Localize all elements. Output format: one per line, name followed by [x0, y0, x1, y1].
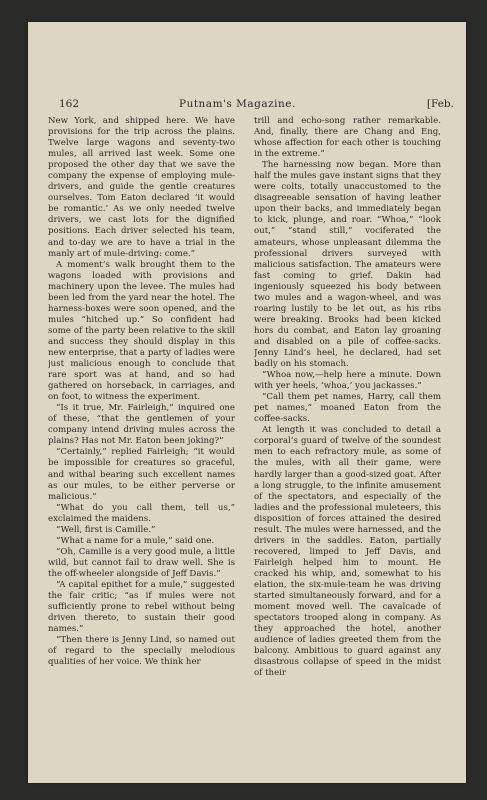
- paragraph: “Whoa now,—help here a minute. Down with yer heels, ‘whoa,’ you jackasses.”: [254, 370, 441, 392]
- paragraph: “Certainly,” replied Fairleigh; “it would be impossible for creatures so graceful, and withal bearing such excellent names as our mules, to be either perverse or malicious.”: [48, 447, 235, 502]
- paragraph: “Is it true, Mr. Fairleigh,” inquired one of these, “that the gentlemen of your company intend driving mules across the plains? Has not Mr. Eaton been joking?”: [48, 403, 235, 447]
- issue-month: [Feb.: [426, 98, 454, 110]
- right-column: [254, 116, 441, 776]
- paragraph: “What a name for a mule,” said one.: [56, 535, 215, 546]
- paragraph: “Then there is Jenny Lind, so named out of regard to the specially melodious qualities of her voice. We think her: [48, 635, 235, 668]
- paragraph: “Well, first is Camille.”: [56, 524, 156, 535]
- page-header: [59, 98, 454, 112]
- magazine-title: Putnam's Magazine.: [179, 98, 296, 110]
- page-number: 162: [59, 98, 80, 110]
- paragraph: “Oh, Camille is a very good mule, a little wild, but cannot fail to draw well. She is the off-wheeler alongside of Jeff Davis.”: [48, 546, 235, 579]
- paragraph: At length it was concluded to detail a corporal’s guard of twelve of the soundest men to each refractory mule, as some of the mules, with all their game, were hardly larger than a good-sized goat. After a long struggle, to the infinite amusement of the spectators, and especially of the ladies and the professional muleteers, this disposition of forces attained the desired result. The mules were harnessed, and the drivers in the saddles. Eaton, partially recovered, limped to Jeff Davis, and Fairleigh helped him to mount. He cracked his whip, and, somewhat to his elation, the six-mule-team he was driving started simultaneously forward, and for a moment moved well. The cavalcade of spectators trooped along in company. As they approached the hotel, another audience of ladies greeted them from the balcony. Ambitious to guard against any disastrous collapse of speed in the midst of their: [254, 425, 441, 679]
- paragraph: trill and echo-song rather remarkable. And, finally, there are Chang and Eng, whose affection for each other is touching in the extreme.”: [254, 116, 441, 160]
- paragraph: A moment’s walk brought them to the wagons loaded with provisions and machinery upon the levee. The mules had been led from the yard near the hotel. The harness-boxes were soon opened, and the mules “hitched up.” So confident had some of the party been relative to the skill and success they should display in this new enterprise, that a party of ladies were just malicious enough to conclude that rare sport was at hand, and so had gathered on horseback, in carriages, and on foot, to witness the experiment.: [48, 259, 235, 403]
- paragraph: The harnessing now began. More than half the mules gave instant signs that they were colts, totally unaccustomed to the disagreeable sensation of having leather upon their backs, and immediately began to kick, plunge, and roar. “Whoa,” “look out,” “stand still,” vociferated the amateurs, whose unpleasant dilemma the professional drivers surveyed with malicious satisfaction. The amateurs were fast coming to grief. Dakin had ingeniously squeezed his body between two mules and a wagon-wheel, and was roaring lustily to be let out, as his ribs were breaking. Brooks had been kicked hors du combat, and Eaton lay groaning and disabled on a pile of coffee-sacks. Jenny Lind’s heel, he declared, had set badly on his stomach.: [254, 160, 441, 370]
- left-column: [48, 116, 235, 776]
- paragraph: “A capital epithet for a mule,” suggested the fair critic; “as if mules were not sufficiently prone to rebel without being driven thereto, to sustain their good names.”: [48, 579, 235, 635]
- magazine-page: [28, 22, 466, 783]
- paragraph: “Call them pet names, Harry, call them pet names,” moaned Eaton from the coffee-sacks.: [254, 392, 441, 425]
- paragraph: “What do you call them, tell us,” exclaimed the maidens.: [48, 502, 235, 524]
- paragraph: New York, and shipped here. We have provisions for the trip across the plains. Twelve large wagons and seventy-two mules, all arrived last week. Some one proposed the other day that we save the company the expense of employing mule-drivers, and guide the gentle creatures ourselves. Tom Eaton declared ‘it would be romantic.’ As we only needed twelve drivers, we cast lots for the dignified positions. Each driver selected his team, and to-day we are to have a trial in the manly art of mule-driving: come.”: [48, 116, 235, 259]
